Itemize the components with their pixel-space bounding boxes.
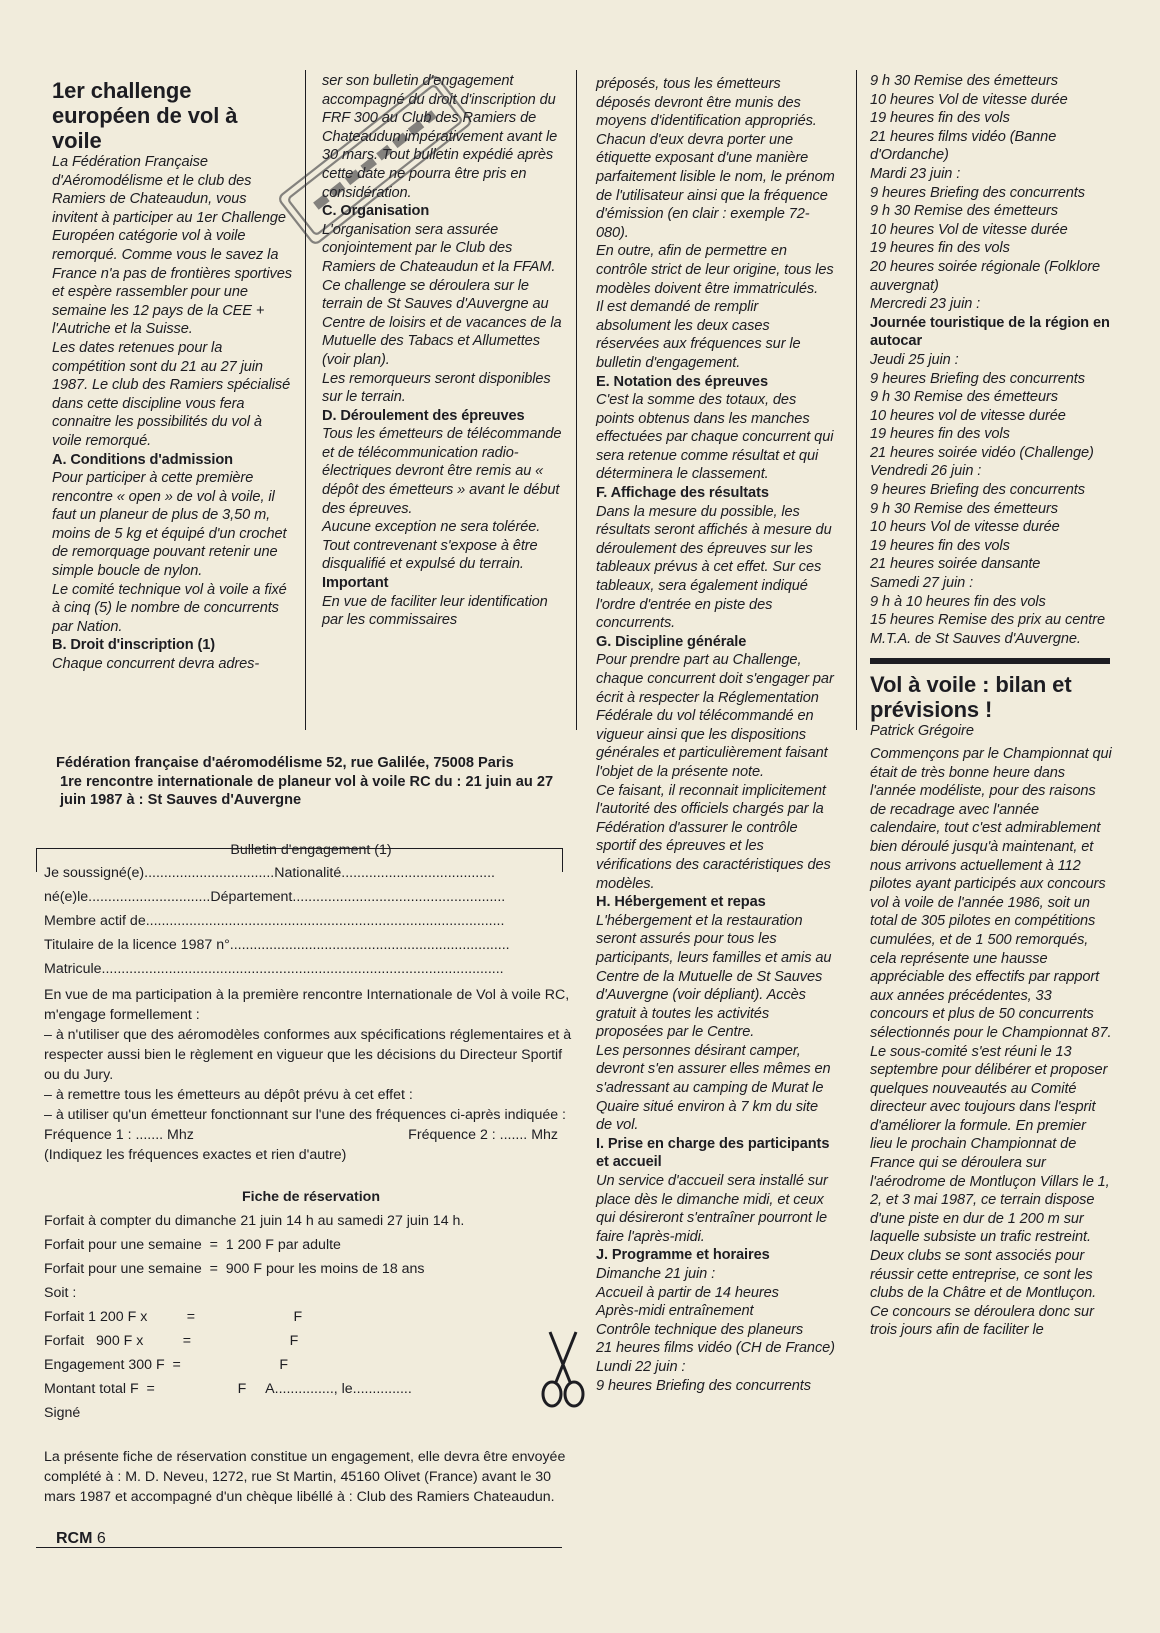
schedule-line: 21 heures films vidéo (CH de France) [596, 1340, 835, 1357]
schedule-line: Accueil à partir de 14 heures [596, 1284, 779, 1301]
reservation-line: Forfait pour une semaine = 1 200 F par adulte [44, 1237, 341, 1253]
frequency-1-field[interactable]: Fréquence 1 : ....... Mhz [44, 1127, 194, 1143]
section-b-heading: B. Droit d'inscription (1) [52, 637, 216, 654]
article-2-title: Vol à voile : bilan et prévisions ! [870, 672, 1072, 723]
section-d-continued-3: Il est demandé de remplir absolument les deux cases réservées aux fréquences sur le bulletin d'engagement. [596, 299, 801, 371]
scissors-icon [538, 1330, 588, 1410]
page-footer [56, 1530, 106, 1548]
column-divider [856, 70, 857, 730]
section-d-heading: D. Déroulement des épreuves [322, 407, 525, 424]
section-j-heading: J. Programme et horaires [596, 1247, 770, 1264]
schedule-list-continued [870, 72, 1112, 648]
schedule-line: Jeudi 25 juin : [870, 351, 959, 368]
dates-paragraph: Les dates retenues pour la compétition sont du 21 au 27 juin 1987. Le club des Ramiers spécialisé dans cette discipline vous fera connaitre les possibilités du vol à voile remorqué. [52, 339, 291, 449]
section-b-continued: ser son bulletin d'engagement accompagné du droit d'inscription du FRF 300 au Club des Ramiers de Chateaudun impérativement avant le 30 mars. Tout bulletin expédié après cette date ne pourra être pris en considération. [322, 73, 558, 201]
schedule-line: 9 h 30 Remise des émetteurs [870, 203, 1058, 220]
section-e-text: C'est la somme des totaux, des points obtenus dans les manches effectuées par chaque concurrent qui sera retenue comme résultat et qui déterminera le classement. [596, 392, 834, 483]
section-c-heading: C. Organisation [322, 203, 430, 220]
column-divider [576, 70, 577, 730]
section-b-text: Chaque concurrent devra adres- [52, 656, 260, 673]
schedule-line: 10 heures vol de vitesse durée [870, 407, 1066, 424]
section-g-text-2: Ce faisant, il reconnait implicitement l'autorité des officiels chargés par la Fédération d'assurer le contrôle sportif des épreuves et les vérifications des caractéristiques des modèles. [596, 782, 831, 892]
member-field[interactable]: Membre actif de........................................................................................... [44, 913, 505, 929]
important-heading: Important [322, 575, 389, 592]
column-4 [870, 72, 1112, 1340]
section-g-text: Pour prendre part au Challenge, chaque concurrent doit s'engager par écrit à respecter la Réglementation Fédérale du vol télécommandé en vigueur ainsi que les dispositions générales et particulièrement faisant l'objet de la présente note. [596, 652, 834, 780]
column-3 [596, 75, 836, 1395]
section-g-heading: G. Discipline générale [596, 633, 747, 650]
section-a-text-2: Le comité technique vol à voile a fixé à cinq (5) le nombre de concurrents par Nation. [52, 581, 287, 635]
intro-paragraph: La Fédération Française d'Aéromodélisme et le club des Ramiers de Chateaudun, vous invitent à participer au 1er Challenge Européen catégorie vol à voile remorqué. Comme vous le savez la France n'a pas de frontières sportives et espère rassembler pour une semaine les 12 pays de la CEE + l'Autriche et la Suisse. [52, 154, 292, 338]
column-2 [322, 72, 566, 630]
schedule-line: 10 heures Vol de vitesse durée [870, 91, 1068, 108]
schedule-line: 21 heures films vidéo (Banne d'Ordanche) [870, 128, 1057, 164]
pledge-item-3: – à utiliser qu'un émetteur fonctionnant sur l'une des fréquences ci-après indiquée : [44, 1107, 567, 1123]
page-number: 6 [96, 1530, 106, 1547]
schedule-line: 19 heures fin des vols [870, 537, 1010, 554]
section-f-heading: F. Affichage des résultats [596, 485, 769, 502]
schedule-line: Mardi 23 juin : [870, 165, 961, 182]
schedule-line: 10 heures Vol de vitesse durée [870, 221, 1068, 238]
schedule-line: Après-midi entraînement [596, 1303, 754, 1320]
pledge-text: En vue de ma participation à la première rencontre Internationale de Vol à voile RC, m'engage formellement : [44, 987, 570, 1023]
bulletin-title: Bulletin d'engagement (1) [230, 842, 392, 858]
section-d-continued: préposés, tous les émetteurs déposés devront être munis des moyens d'identification appropriés. Chacun d'eux devra porter une étiquette exposant d'une manière parfaitement lisible le nom, le prénom de l'utilisateur ainsi que la fréquence d'émission (en clair : exemple 72-080). [596, 76, 835, 241]
schedule-line: 20 heures soirée régionale (Folklore auvergnat) [870, 258, 1101, 294]
forfait-900-field[interactable]: Forfait 900 F x = F [44, 1333, 299, 1349]
pledge-item-2: – à remettre tous les émetteurs au dépôt prévu à cet effet : [44, 1087, 413, 1103]
schedule-line: Dimanche 21 juin : [596, 1266, 716, 1282]
schedule-line: Lundi 22 juin : [596, 1358, 686, 1375]
section-h-heading: H. Hébergement et repas [596, 894, 766, 911]
reservation-line: Soit : [44, 1285, 77, 1301]
form-header [56, 754, 571, 810]
section-h-text-2: Les personnes désirant camper, devront s'en assurer elles mêmes en s'adressant au camping de Murat le Quaire situé environ à 7 km du site de vol. [596, 1042, 831, 1134]
schedule-line: 19 heures fin des vols [870, 426, 1010, 443]
schedule-line: 21 heures soirée dansante [870, 556, 1041, 573]
schedule-line: 9 h 30 Remise des émetteurs [870, 389, 1058, 406]
schedule-line: Mercredi 23 juin : [870, 296, 981, 313]
section-f-text: Dans la mesure du possible, les résultats seront affichés à mesure du déroulement des épreuves sur les tableaux prévus à cet effet. Sur ces tableaux, sera également indiqué l'ordre d'entrée en piste des concurrents. [596, 503, 832, 632]
section-c-text: L'organisation sera assurée conjointement par le Club des Ramiers de Chateaudun et la FFAM. [322, 221, 556, 275]
article-title: 1er challenge européen de vol à voile [52, 78, 238, 153]
reservation-title: Fiche de réservation [242, 1189, 380, 1205]
schedule-line: 10 heurs Vol de vitesse durée [870, 519, 1060, 536]
section-d-continued-2: En outre, afin de permettre en contrôle strict de leur origine, tous les modèles doivent être immatriculés. [596, 243, 834, 297]
schedule-line: 9 heures Briefing des concurrents [870, 184, 1085, 201]
article-2-paragraph-1: Commençons par le Championnat qui était de très bonne heure dans l'année modéliste, pour des raisons de recadrage avec l'année calendaire, tout c'est admirablement bien déroulé jusqu'à maintenant, et nous arrivons actuellement à 112 pilotes ayant participés aux concours vol à voile de l'année 1986, soit un total de 305 pilotes en compétitions cumulées, et de 1 500 remorqués, cela représente une hausse appréciable des effectifs par rapport aux années précédentes, 33 concours et plus de 50 concurrents sélectionnés pour le Championnat 87. [870, 746, 1112, 1041]
schedule-line: 9 heures Briefing des concurrents [870, 482, 1085, 499]
column-divider [305, 70, 306, 730]
section-a-heading: A. Conditions d'admission [52, 451, 233, 468]
section-e-heading: E. Notation des épreuves [596, 373, 768, 390]
section-a-text: Pour participer à cette première rencontre « open » de vol à voile, il faut un planeur de plus de 3,50 m, moins de 5 kg et équipé d'un crochet de remorquage pouvant retenir une simple boucle de nylon. [52, 470, 287, 580]
section-h-text: L'hébergement et la restauration seront assurés pour tous les participants, leurs familles et amis au Centre de la Mutuelle de St Sauves d'Auvergne (voir dépliant). Accès gratuit à toutes les activités proposées par le Centre. [596, 912, 832, 1041]
section-c-text-3: Les remorqueurs seront disponibles sur le terrain. [322, 370, 551, 406]
section-c-text-2: Ce challenge se déroulera sur le terrain de St Sauves d'Auvergne au Centre de loisirs et de vacances de la Mutuelle des Tabacs et Allumettes (voir plan). [322, 277, 562, 368]
section-rule [870, 658, 1110, 664]
magazine-brand: RCM [56, 1530, 93, 1547]
section-i-heading: I. Prise en charge des participants et accueil [596, 1135, 830, 1171]
schedule-line: Contrôle technique des planeurs [596, 1321, 804, 1338]
signature-field[interactable]: Signé [44, 1405, 81, 1421]
schedule-list-start [596, 1265, 836, 1395]
frequency-note: (Indiquez les fréquences exactes et rien d'autre) [44, 1147, 347, 1163]
schedule-line: 9 heures Briefing des concurrents [596, 1377, 811, 1394]
forfait-1200-field[interactable]: Forfait 1 200 F x = F [44, 1309, 303, 1325]
birth-field[interactable]: né(e)le...............................Département...................................................... [44, 889, 506, 905]
matricule-field[interactable]: Matricule...................................................................................................... [44, 961, 504, 977]
total-field[interactable]: Montant total F = F A..............., le............... [44, 1381, 412, 1397]
schedule-line: 9 h à 10 heures fin des vols [870, 593, 1046, 610]
final-note: La présente fiche de réservation constitue un engagement, elle devra être envoyée complété à : M. D. Neveu, 1272, rue St Martin, 45160 Olivet (France) avant le 30 mars 1987 et accompagné d'un chèque libéllé à : Club des Ramiers Chateaudun. [44, 1449, 566, 1505]
schedule-line: 19 heures fin des vols [870, 110, 1010, 127]
schedule-line: Vendredi 26 juin : [870, 463, 982, 480]
pledge-item-1: – à n'utiliser que des aéromodèles conformes aux spécifications réglementaires et à respecter aussi bien le règlement en vigueur que les décisions du Directeur Sportif ou du Jury. [44, 1027, 572, 1083]
article-2-paragraph-2: Le sous-comité s'est réuni le 13 septembre pour délibérer et proposer quelques nouveautés au Comité directeur avec toujours dans l'esprit d'améliorer la formule. En premier lieu le prochain Championnat de France qui se déroulera sur l'aérodrome de Montluçon Villars le 1, 2, et 3 mai 1987, ce terrain dispose d'une piste en dur de 1 200 m sur laquelle subsiste un trafic restreint. Deux clubs se sont associés pour réussir cette entreprise, ce sont les clubs de la Châtre et de Montluçon. Ce concours se déroulera donc sur trois jours afin de faciliter le [870, 1043, 1110, 1339]
licence-field[interactable]: Titulaire de la licence 1987 n°....................................................................... [44, 937, 510, 953]
schedule-line: 9 h 30 Remise des émetteurs [870, 500, 1058, 517]
schedule-line: 9 h 30 Remise des émetteurs [870, 73, 1058, 89]
schedule-line: 19 heures fin des vols [870, 240, 1010, 257]
frequency-2-field[interactable]: Fréquence 2 : ....... Mhz [408, 1127, 558, 1143]
author-byline: Patrick Grégoire [870, 723, 974, 740]
event-title: 1re rencontre internationale de planeur vol à voile RC du : 21 juin au 27 juin 1987 à : St Sauves d'Auvergne [60, 773, 554, 809]
section-d-text-2: Aucune exception ne sera tolérée. Tout contrevenant s'expose à être disqualifié et expulsé du terrain. [322, 519, 541, 573]
name-field[interactable]: Je soussigné(e).................................Nationalité....................................... [44, 865, 495, 881]
column-1 [52, 78, 292, 674]
reservation-line: Forfait à compter du dimanche 21 juin 14 h au samedi 27 juin 14 h. [44, 1213, 465, 1229]
schedule-line: 21 heures soirée vidéo (Challenge) [870, 444, 1094, 461]
important-text: En vue de faciliter leur identification par les commissaires [322, 593, 548, 629]
schedule-line: Samedi 27 juin : [870, 575, 974, 592]
engagement-field[interactable]: Engagement 300 F = F [44, 1357, 289, 1373]
federation-address: Fédération française d'aéromodélisme 52, rue Galilée, 75008 Paris [56, 755, 514, 771]
section-i-text: Un service d'accueil sera installé sur place dès le dimanche midi, et ceux qui désireront s'entraîner pourront le faire l'après-midi. [596, 1173, 828, 1245]
schedule-line: 15 heures Remise des prix au centre M.T.A. de St Sauves d'Auvergne. [870, 612, 1105, 647]
tour-day: Journée touristique de la région en autocar [870, 314, 1110, 350]
schedule-line: 9 heures Briefing des concurrents [870, 370, 1085, 387]
form-bracket-left [36, 848, 37, 872]
frequency-row [38, 1125, 578, 1145]
reservation-line: Forfait pour une semaine = 900 F pour les moins de 18 ans [44, 1261, 425, 1277]
entry-form [38, 840, 578, 1507]
section-d-text: Tous les émetteurs de télécommande et de télécommunication radio-électriques devront être remis au « dépôt des émetteurs » avant le début des épreuves. [322, 426, 562, 517]
form-bracket-bottom [36, 1547, 562, 1548]
